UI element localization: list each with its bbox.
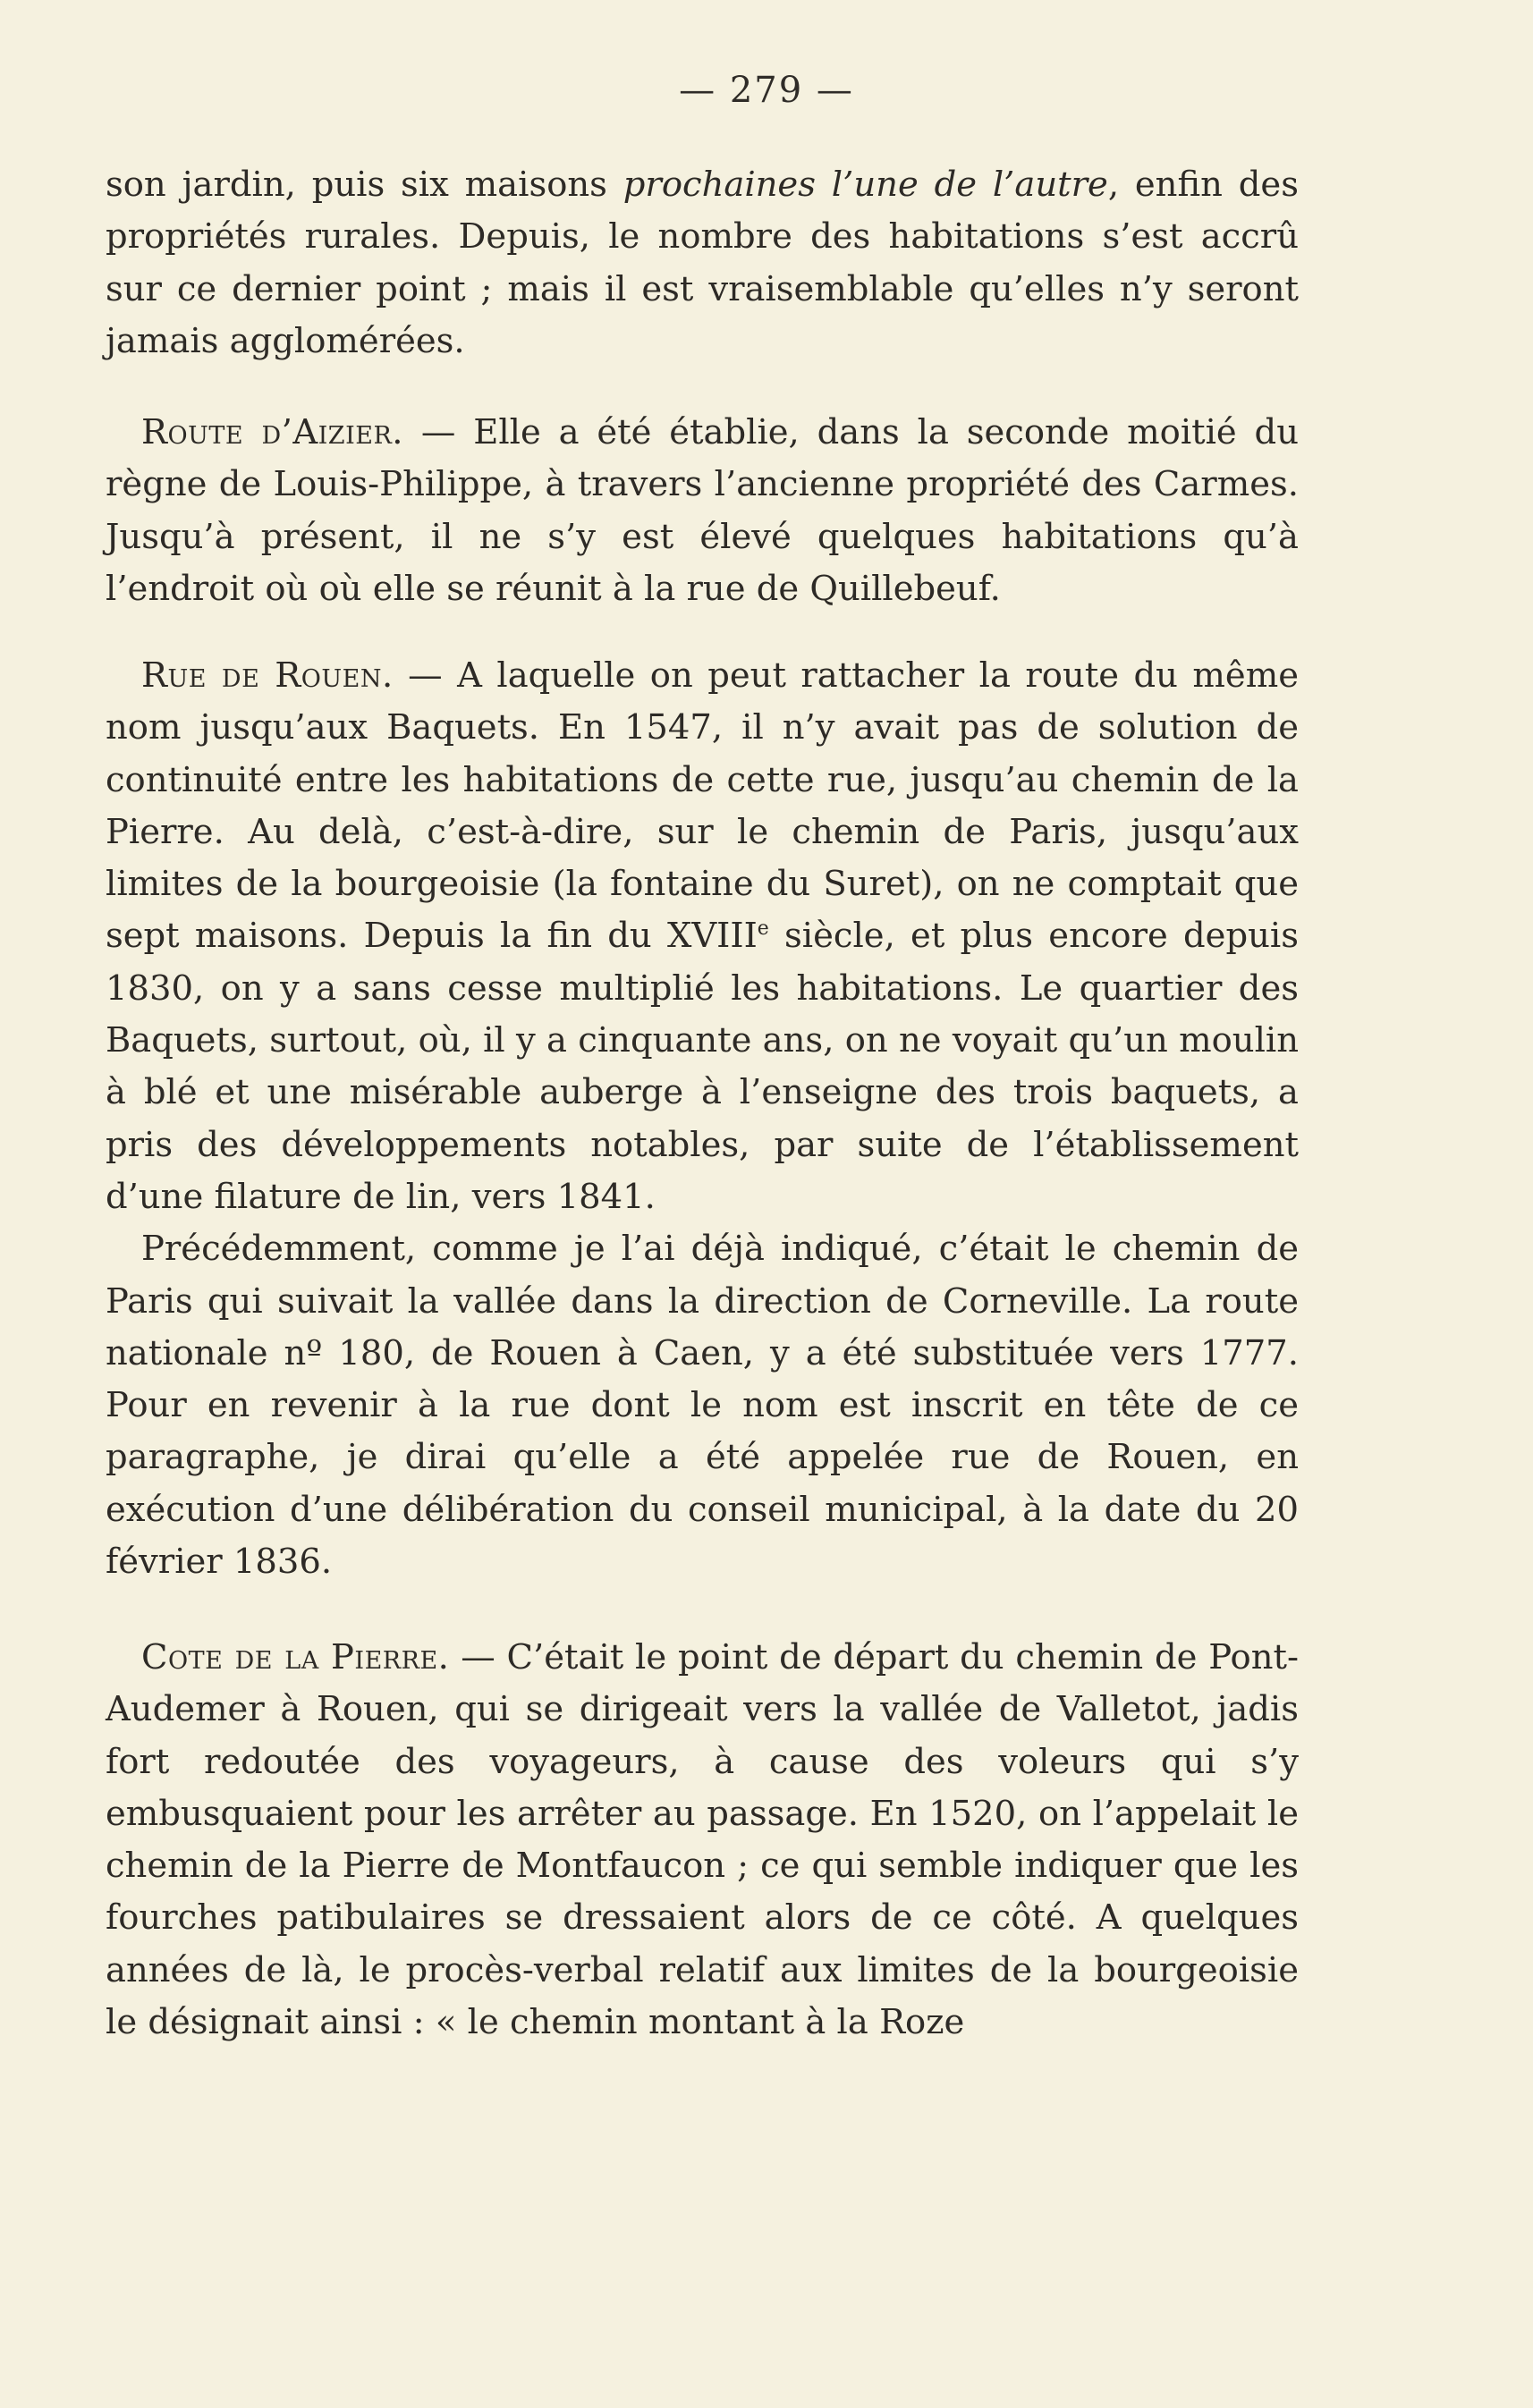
text-block-route-aizier	[106, 407, 1299, 615]
paragraph-rue-rouen	[106, 650, 1299, 1223]
text-block-continuation	[106, 159, 1299, 368]
text-block-rue-rouen	[106, 650, 1299, 1588]
paragraph-route-aizier-body: — Elle a été établie, dans la seconde moitié du règne de Louis-Philippe, à travers l’ancienne propriété des Carmes. Jusqu’à présent, il ne s’y est élevé quelques habitations qu’à l’endroit où où elle se réunit à la rue de Quillebeuf.	[106, 412, 1299, 609]
paragraph-cote-pierre	[106, 1632, 1299, 2049]
section-heading-cote-pierre: Cote de la Pierre.	[141, 1637, 450, 1677]
paragraph-continuation	[106, 159, 1299, 368]
paragraph-rue-rouen-body-b: siècle, et plus encore depuis 1830, on y a sans cesse multiplié les habitations. Le quartier des Baquets, surtout, où, il y a cinquante ans, on ne voyait qu’un moulin à blé et une misérable auberge à l’enseigne des trois baquets, a pris des développements notables, par suite de l’établissement d’une filature de lin, vers 1841.	[106, 916, 1299, 1217]
century-superscript: e	[757, 917, 769, 941]
paragraph-cote-pierre-body: — C’était le point de départ du chemin de Pont-Audemer à Rouen, qui se dirigeait vers la vallée de Valletot, jadis fort redoutée des voyageurs, à cause des voleurs qui s’y embusquaient pour les arrêter au passage. En 1520, on l’appelait le chemin de la Pierre de Montfaucon ; ce qui semble indiquer que les fourches patibulaires se dressaient alors de ce côté. A quelques années de là, le procès-verbal relatif aux limites de la bourgeoisie le désignait ainsi : « le chemin montant à la Roze	[106, 1637, 1299, 2043]
paragraph-precedemment: Précédemment, comme je l’ai déjà indiqué, c’était le chemin de Paris qui suivait la vallée dans la direction de Corneville. La route nationale nº 180, de Rouen à Caen, y a été substituée vers 1777. Pour en revenir à la rue dont le nom est inscrit en tête de ce paragraphe, je dirai qu’elle a été appelée rue de Rouen, en exécution d’une délibération du conseil municipal, à la date du 20 février 1836.	[106, 1229, 1299, 1583]
section-heading-rue-rouen: Rue de Rouen.	[141, 655, 394, 696]
italic-phrase: prochaines l’une de l’autre	[623, 165, 1108, 205]
paragraph-continuation-text-b: , enfin des propriétés rurales. Depuis, le nombre des habitations s’est accrû sur ce dernier point ; mais il est vraisemblable qu’elles n’y seront jamais agglomérées.	[106, 165, 1299, 361]
paragraph-rue-rouen-body-a: — A laquelle on peut rattacher la route du même nom jusqu’aux Baquets. En 1547, il n’y avait pas de solution de continuité entre les habitations de cette rue, jusqu’au chemin de la Pierre. Au delà, c’est-à-dire, sur le chemin de Paris, jusqu’aux limites de la bourgeoisie (la fontaine du Suret), on ne comptait que sept maisons. Depuis la fin du XVIII	[106, 655, 1299, 957]
paragraph-continuation-text-a: son jardin, puis six maisons	[106, 165, 623, 205]
section-heading-route-aizier: Route d’Aizier.	[141, 412, 404, 452]
paragraph-route-aizier	[106, 407, 1299, 615]
text-block-cote-pierre	[106, 1632, 1299, 2049]
page-number: — 279 —	[679, 70, 854, 111]
